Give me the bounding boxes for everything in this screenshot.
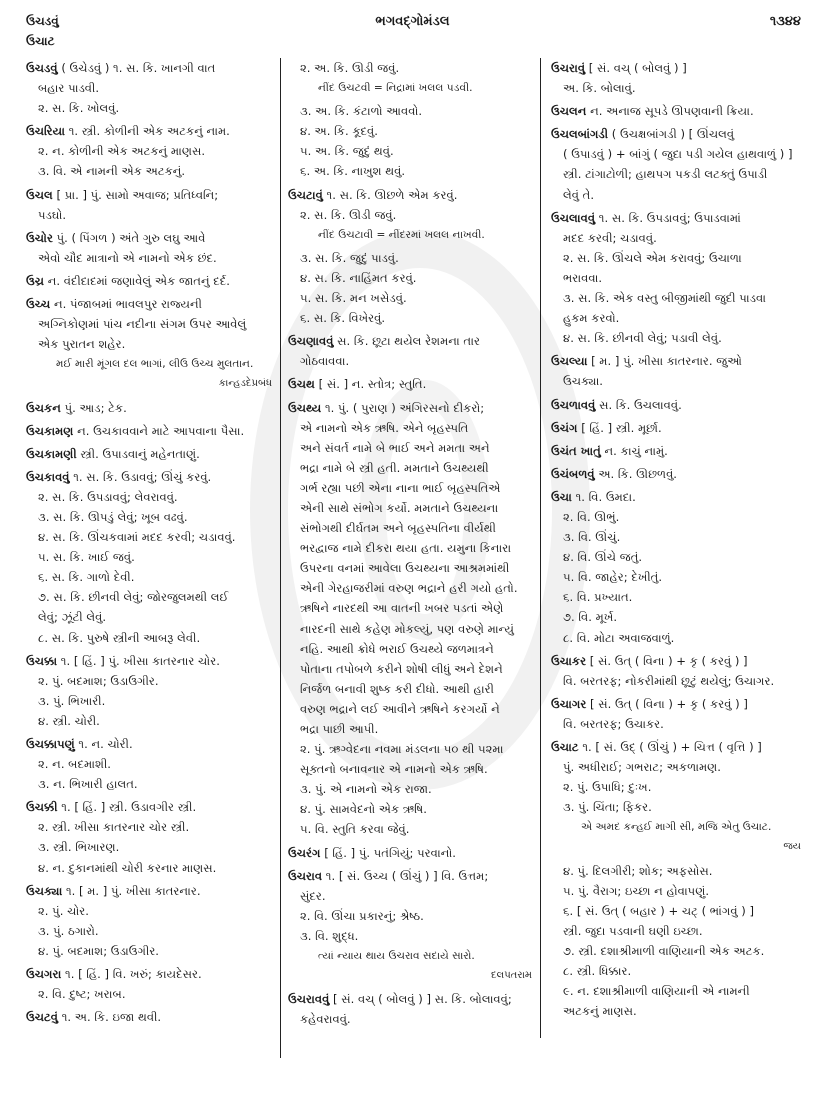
definition-text: [ સં. ] ન. સ્તોત્ર; સ્તુતિ. [318,377,427,392]
continuation-line: અને સંવર્ત નામે બે ભાઈ અને મમતા અને [300,440,490,455]
continuation-line: ઋષિને નારદથી આ વાતની ખબર પડતાં એણે [300,601,504,616]
dictionary-entry [551,124,807,204]
dictionary-entry [551,861,807,1022]
continuation-line: હુકમ કરવો. [563,311,620,326]
sense-line: ૭. સ. કિ. છીનવી લેવું; જોરજુલમથી લઈ [38,590,229,605]
continuation-line: મદદ કરવી; ચડાવવું. [563,230,657,245]
entry-first-line [288,374,538,394]
dictionary-entry [26,734,278,794]
sense-line: ૨. સ. કિ. ઉપડાવવું; લેવરાવવું. [38,489,178,504]
dictionary-entry [551,58,807,98]
entry-first-line [551,351,807,371]
column-3 [551,58,807,1078]
sense-line: ૩. સ્ત્રી. ભિખારણ. [38,840,120,855]
sense-line: ૪. ન. દુકાનમાંથી ચોરી કરનાર માણસ. [38,860,217,875]
entry-first-line [551,441,807,461]
dictionary-entry [551,418,807,438]
sense-line: ૨. વિ. ઊંચા પ્રકારનું; શ્રેષ્ઠ. [300,908,424,923]
headword: ઉચથ [288,377,315,392]
headword: ઉચા [551,489,572,504]
headword: ઉચટવું [26,1010,59,1025]
continuation-line: અ. કિ. બોલાવું. [563,81,636,96]
dictionary-entry [551,101,807,121]
headword: ઉચરાવવું [288,992,330,1007]
dictionary-entry [288,866,538,987]
entry-first-line [26,797,278,817]
sense-line: ૩. વિ. એ નામની એક અટકનું. [38,164,186,179]
dictionary-entry [26,421,278,441]
headword: ઉચરાવ [288,868,323,883]
entry-first-line [551,651,807,671]
sense-line: ૩. સ. કિ. જુદું પાડવું. [300,250,399,265]
sense-line: ૬. અ. કિ. નાખુશ થવું. [300,164,406,179]
definition-text: ન. પંજાબમાં ભાવલપુર રાજ્યની [53,297,202,312]
continuation-line: સૂક્તનો બનાવનાર એ નામનો એક ઋષિ. [300,762,488,777]
continuation-line: વિ. બરતરફ; ઉચાકર. [563,716,664,731]
sense-line: ૨. સ. કિ. ખોલવું. [38,101,120,116]
headword: ઉચકામણી [26,446,77,461]
entry-first-line [26,228,278,248]
definition-text: ન. ઉચકાવવાને માટે આપવાના પૈસા. [77,423,245,438]
dictionary-columns [0,58,825,1078]
sense-line: ૨. સ. કિ. ઊડી જવું. [300,207,397,222]
column-1 [26,58,278,1078]
headword: ઉચક્યા [26,883,63,898]
definition-text: ૧. [ સં. ઉદ્ ( ઊંચું ) + ચિત્ત ( વૃત્તિ ) ] [582,740,762,754]
sense-line: ૨. સ્ત્રી. ખીસા કાતરનાર ચોર સ્ત્રી. [38,820,190,835]
sense-line: ૩. વિ. ઊંચું. [563,530,621,545]
headword: ઉચડવું [26,61,58,75]
sense-line: ૮. સ. કિ. પુરુષે સ્ત્રીની આબરૂ લેવી. [38,630,201,645]
usage-quote: એ અમદ કન્હઈ માગી સી, મજિ એતુ ઉચાટ. [581,821,772,834]
sense-line: ૨. વિ. ઊભું. [563,509,620,524]
dictionary-entry [26,271,278,291]
sense-line: ૨. ન. બદમાશી. [38,757,111,772]
headword: ઉચલ [26,187,53,202]
sense-line: ૨. પું. ઋગ્વેદના નવમા મંડલના ૫૦ થી ૫૨મા [300,742,504,757]
sense-line: ૪. પું. સામવેદનો એક ઋષિ. [300,802,427,817]
continuation-line: ( ઉપાડવું ) + બાંગું ( જુદા પડી ગયેલ હાથવાળું ) ] [563,147,793,162]
dictionary-entry [26,1007,278,1027]
entry-first-line [288,398,538,418]
headword: ઉચ્ર [26,273,45,288]
definition-text: ૧. સ. કિ. ઉડાવવું; ઊંચું કરવું. [73,469,212,484]
sense-line: ૬. [ સં. ઉત્ ( બહાર ) + ચટ્ ( ભાંગવું ) ] [563,903,754,918]
definition-text: ૧. સ. કિ. ઊછળે એમ કરવું. [326,187,458,202]
sense-line: ૪. સ. કિ. નાહિંમત કરવું. [300,270,417,285]
definition-text: ( ઉચેડવું ) ૧. સ. કિ. ખાનગી વાત [61,61,216,75]
sense-line: ૪. સ. કિ. ઊંચકવામાં મદદ કરવી; ચડાવવું. [38,530,236,545]
headword: ઉચટાવું [288,187,323,202]
definition-text: સ. કિ. છૂટા થયેલ રેશમના તાર [337,334,480,349]
continuation-line: વરુણ ભદ્રાને લઈ આવીને ઋષિને કરગર્યો ને [300,701,500,716]
entry-first-line [26,185,278,205]
headword: ઉચરંગ [288,845,321,860]
entry-first-line [551,737,807,757]
entry-first-line [26,121,278,141]
entry-first-line [551,124,807,144]
dictionary-entry [551,651,807,691]
dictionary-entry [551,487,807,648]
headword: ઉચળાવવું [551,397,596,412]
dictionary-entry [288,989,538,1029]
continuation-line: સ્ત્રી. જુદા પડવાની ઘણી ઇચ્છા. [563,923,703,938]
entry-first-line [288,185,538,205]
dictionary-entry [26,294,278,394]
continuation-line: બહાર પાડવી. [38,81,100,96]
continuation-line: ગર્ભ રહ્યા પછી એના નાના ભાઈ બૃહસ્પતિએ [300,480,501,495]
guide-word-bottom: ઉચાટ [26,34,55,48]
continuation-line: કહેવરાવવું. [300,1012,351,1027]
dictionary-entry [26,797,278,877]
sense-line: ૫. વિ. જાહેર; દેખીતું. [563,570,663,585]
dictionary-entry [26,185,278,225]
dictionary-entry [288,331,538,371]
sense-line: ૪. પું. દિલગીરી; શોક; અફસોસ. [563,863,713,878]
sense-line: ૫. સ. કિ. મન ખસેડવું. [300,291,407,306]
dictionary-entry [551,351,807,391]
entry-first-line [551,487,807,507]
sense-line: ૭. સ્ત્રી. દશાશ્રીમાળી વાણિયાની એક અટક. [563,943,765,958]
definition-text: [ પ્રા. ] પું. સામો અવાજ; પ્રતિધ્વનિ; [56,187,219,202]
entry-first-line [26,271,278,291]
sense-line: ૫. અ. કિ. જુદું થવું. [300,144,394,159]
continuation-line: પડઘો. [38,207,67,222]
entry-first-line [288,331,538,351]
sense-line: ૨. સ. કિ. ઊંચલે એમ કરાવવું; ઉચાળા [563,250,742,265]
sense-line: ૪. પું. બદમાશ; ઉડાઉગીર. [38,943,159,958]
entry-first-line [551,395,807,415]
continuation-line: લેવું તે. [563,187,595,202]
dictionary-entry [288,101,538,181]
definition-text: ન. અનાજ સૂપડે ઊપણવાની ક્રિયા. [590,104,754,119]
sense-line: ૨. ન. કોળીની એક અટકનું માણસ. [38,144,206,159]
continuation-line: ભરદ્વાજ નામે દીકરા થયા હતા. યમુના કિનારા [300,541,512,556]
quote-source: જય [783,841,801,853]
continuation-line: એક પુરાતન શહેર. [38,337,126,352]
definition-text: ૧. અ. કિ. ઇજા થવી. [61,1010,162,1025]
definition-text: ૧. [ મ. ] પું. ખીસા કાતરનાર. [65,883,201,898]
page-number: ૧૩૪૪ [769,14,801,29]
dictionary-entry [551,464,807,484]
page-header [0,0,825,50]
dictionary-entry [26,964,278,1004]
sense-line: ૪. સ. કિ. છીનવી લેવું; પડાવી લેવું. [563,331,722,346]
entry-first-line [288,843,538,863]
entry-first-line [26,1007,278,1027]
dictionary-entry [26,58,278,118]
definition-text: અ. કિ. ઊછળવું. [598,466,677,481]
entry-first-line [551,418,807,438]
sense-line: ૮. વિ. મોટા અવાજવાળું. [563,630,675,645]
sense-line: ૩. પું. ભિખારી. [38,693,106,708]
definition-text: ૧. [ સં. ઉચ્ચ ( ઊંચું ) ] વિ. ઉત્તમ; [325,868,489,883]
sense-line: ૭. વિ. મૂર્ખ. [563,610,618,625]
entry-first-line [26,58,278,78]
definition-text: [ મ. ] પું. ખીસા કાતરનાર. જુઓ [591,354,742,369]
headword: ઉચક્કાપણું [26,737,75,751]
sense-line: ૪. સ્ત્રી. ચોરી. [38,713,100,728]
dictionary-entry [288,248,538,328]
definition-text: પું. ( પિંગળ ) અંતે ગુરુ લઘુ આવે [56,230,206,245]
sense-line: ૩. ન. ભિખારી હાલત. [38,777,138,792]
definition-text: [ સં. વચ્ ( બોલવું ) ] સ. કિ. બોલાવવું; [333,992,512,1007]
dictionary-entry [551,208,807,349]
headword: ઉચંત ખાતું [551,443,601,458]
continuation-line: અટકનું માણસ. [563,1004,637,1019]
definition-text: સ. કિ. ઉચલાવવું. [599,397,682,412]
sense-line: ૩. અ. કિ. કંટાળો આવવો. [300,104,423,119]
headword: ઉચગરા [26,967,62,982]
dictionary-entry [551,395,807,415]
dictionary-entry [26,444,278,464]
headword: ઉચક્કી [26,800,58,815]
continuation-line: ઉચક્યા. [563,374,603,389]
definition-text: ૧. [ હિં. ] પું. ખીસા કાતરનાર ચોર. [60,653,220,668]
headword: ઉચોર [26,230,53,245]
definition-text: ૧. સ્ત્રી. કોળીની એક અટકનું નામ. [68,124,230,139]
guide-word-top: ઉચડવું [26,14,59,28]
usage-quote: નીંદ ઉચટાવી = નીંદરમાં ખલલ નાખવી. [318,228,485,241]
entry-first-line [551,208,807,228]
entry-first-line [551,58,807,78]
entry-first-line [26,467,278,487]
dictionary-entry [288,374,538,394]
entry-first-line [551,101,807,121]
sense-line: ૫. પું. વૈરાગ; ઇચ્છા ન હોવાપણું. [563,883,709,898]
sense-line: ૨. પું. ચોર. [38,903,89,918]
continuation-line: અગ્નિકોણમાં પાંચ નદીના સંગમ ઉપર આવેલું [38,317,247,332]
definition-text: ૧. [ હિં. ] સ્ત્રી. ઉડાવગીર સ્ત્રી. [61,800,197,815]
headword: ઉચરાવું [551,61,586,75]
headword: ઉચલબાંગડી [551,127,609,142]
usage-quote: નીંદ ઉચટવી = નિદ્રામાં ખલલ પડવી. [318,82,473,95]
entry-first-line [551,694,807,714]
entry-first-line [26,651,278,671]
entry-first-line [288,989,538,1009]
continuation-line: ભરાવવા. [563,270,603,285]
headword: ઉચક્કા [26,653,58,668]
headword: ઉચરિયા [26,124,65,139]
dictionary-entry [26,651,278,731]
headword: ઉચલન [551,104,587,119]
dictionary-entry [26,121,278,181]
continuation-line: પું. અધીરાઈ; ગભરાટ; અકળામણ. [563,760,721,775]
definition-text: ૧. ન. ચોરી. [78,737,133,751]
entry-first-line [26,444,278,464]
sense-line: ૮. સ્ત્રી. ધિક્કાર. [563,964,632,979]
entry-first-line [26,421,278,441]
sense-line: ૩. સ. કિ. એક વસ્તુ બીજીમાંથી જુદી પાડવા [563,291,767,306]
dictionary-entry [288,185,538,245]
sense-line: ૩. સ. કિ. ઊપડું લેવું; ખૂબ વઢવું. [38,509,188,524]
dictionary-entry [551,737,807,858]
continuation-line: નિર્જળ બનાવી શુષ્ક કરી દીધો. આથી હારી [300,681,494,696]
headword: ઉચ્ચ [26,297,51,312]
headword: ઉચાગર [551,696,587,711]
sense-line: ૩. પું. ચિંતા; ફિકર. [563,800,652,815]
entry-first-line [26,964,278,984]
definition-text: પું. આડ; ટેક. [64,400,127,415]
usage-quote: ત્યાં ન્યાય થાય ઉચરાવ સદાયે સારો. [318,950,475,963]
continuation-line: નારદની સાથે કહેણ મોકલ્યું, પણ વરુણે માન્યું [300,621,514,636]
continuation-line: ગોઠવાવવા. [300,354,350,369]
sense-line: ૩. પું. એ નામનો એક રાજા. [300,782,432,797]
dictionary-entry [288,843,538,863]
continuation-line: ભદ્રા પાછી આપી. [300,722,379,736]
sense-line: ૬. વિ. પ્રખ્યાત. [563,590,633,605]
sense-line: ૩. પું. ઠગારો. [38,923,99,938]
entry-first-line [26,398,278,418]
sense-line: ૯. ન. દશાશ્રીમાળી વાણિયાની એ નામની [563,984,750,999]
continuation-line: એવો ચૌદ માત્રાનો એ નામનો એક છંદ. [38,250,217,265]
continuation-line: એની સાથે સંભોગ કર્યો. મમતાને ઉચથ્યના [300,500,499,515]
sense-line: ૩. વિ. શુદ્ધ. [300,928,359,943]
headword: ઉચકામણ [26,423,74,438]
dictionary-entry [26,467,278,648]
continuation-line: વિ. બરતરફ; નોકરીમાંથી છૂટું થયેલું; ઉચાગર. [563,673,775,688]
continuation-line: ભદ્રા નામે બે સ્ત્રી હતી. મમતાને ઉચથ્યથી [300,460,489,475]
continuation-line: નહિ. આથી ક્રોધે ભરાઈ ઉચથ્યે જળમાત્રને [300,641,494,656]
definition-text: ૧. પું. ( પુરાણ ) અંગિરસનો દીકરો; [324,400,485,415]
definition-text: [ હિં. ] સ્ત્રી. મૂર્છા. [581,420,662,435]
sense-line: ૫. વિ. સ્તુતિ કરવા જેવું. [300,822,410,837]
quote-source: દલપતરામ [491,970,532,982]
column-2 [288,58,538,1078]
continuation-line: એની ગેરહાજરીમાં વરુણ ભદ્રાને હરી ગયો હતો. [300,581,518,596]
running-title: ભગવદ્ગોમંડલ [375,14,450,29]
dictionary-entry [551,694,807,734]
dictionary-entry [288,398,538,840]
headword: ઉચણાવવું [288,334,334,349]
sense-line: ૨. વિ. દુષ્ટ; ખરાબ. [38,987,126,1002]
headword: ઉચલાવવું [551,210,596,225]
headword: ઉચકાવવું [26,469,70,484]
sense-line: ૪. અ. કિ. કૂદવું. [300,124,378,139]
entry-first-line [551,464,807,484]
headword: ઉચકન [26,400,61,415]
headword: ઉચલ્યા [551,354,588,369]
continuation-line: એ નામનો એક ઋષિ. એને બૃહસ્પતિ [300,420,469,435]
quote-source: કાન્હડદેપ્રબંધ [218,378,272,390]
definition-text: ( ઉચક્ષબાંગડી ) [ ઊંચલવું [611,127,735,142]
headword: ઉચાટ [551,740,579,754]
dictionary-entry [288,58,538,98]
continuation-line: લેવું; ઝૂંટી લેવું. [38,610,107,625]
headword: ઉચથ્ય [288,400,322,415]
sense-line: ૨. પું. ઉપાધિ; દુઃખ. [563,780,652,795]
continuation-line: સંભોગથી દીર્ઘતમ અને બૃહસ્પતિના વીર્યથી [300,521,496,536]
dictionary-entry [26,398,278,418]
headword: ઉચંબળવું [551,466,595,481]
dictionary-entry [26,881,278,961]
dictionary-entry [26,228,278,268]
sense-line: ૬. સ. કિ. ગાળો દેવી. [38,570,135,585]
definition-text: ૧. સ. કિ. ઉપડાવવું; ઉપાડવામાં [598,210,741,225]
definition-text: સ્ત્રી. ઉપાડવાનું મહેનતાણું. [80,446,200,461]
definition-text: ન. કાચું નામું. [604,443,668,458]
definition-text: ન. વંદીદાદમાં જણાવેલું એક જાતનું દર્દ. [47,273,230,288]
definition-text: ૧. વિ. ઉમદા. [575,489,636,504]
continuation-line: ઉપરના વનમાં આવેલા ઉચથ્યના આશ્રમમાંથી [300,561,510,576]
definition-text: [ સં. ઉત્ ( વિના ) + કૃ ( કરવું ) ] [590,696,748,711]
entry-first-line [26,294,278,314]
entry-first-line [26,734,278,754]
headword: ઉચાકર [551,653,587,668]
definition-text: [ સં. ઉત્ ( વિના ) + કૃ ( કરવું ) ] [589,653,748,668]
continuation-line: પોતાના તપોબળે કરીને શોષી લીધું અને દેશને [300,661,503,676]
sense-line: ૪. વિ. ઊંચે જતું. [563,550,643,565]
usage-quote: મઈ મારી મૂંગલ દલ ભાગાં, લીઉ ઉચ્ચ મુલતાન. [56,358,254,371]
entry-first-line [288,866,538,886]
entry-first-line [26,881,278,901]
definition-text: [ હિં. ] પું. પતંગિયું; પરવાનો. [324,845,456,860]
definition-text: [ સં. વચ્ ( બોલવું ) ] [588,61,687,75]
dictionary-entry [551,441,807,461]
continuation-line: સ્ત્રી. ટાંગાટોળી; હાથપગ પકડી લટક્તું ઉપાડી [563,167,768,182]
headword: ઉચંગ [551,420,578,435]
sense-line: ૨. પું. બદમાશ; ઉડાઉગીર. [38,673,159,688]
definition-text: ૧. [ હિં. ] વિ. ખરું; કાયદેસર. [65,967,202,982]
sense-line: ૨. અ. કિ. ઊડી જવું. [300,61,400,75]
sense-line: ૬. સ. કિ. વિખેરવું. [300,311,386,326]
sense-line: ૫. સ. કિ. ખાઈ જવું. [38,550,135,565]
continuation-line: સુંદર. [300,888,326,903]
